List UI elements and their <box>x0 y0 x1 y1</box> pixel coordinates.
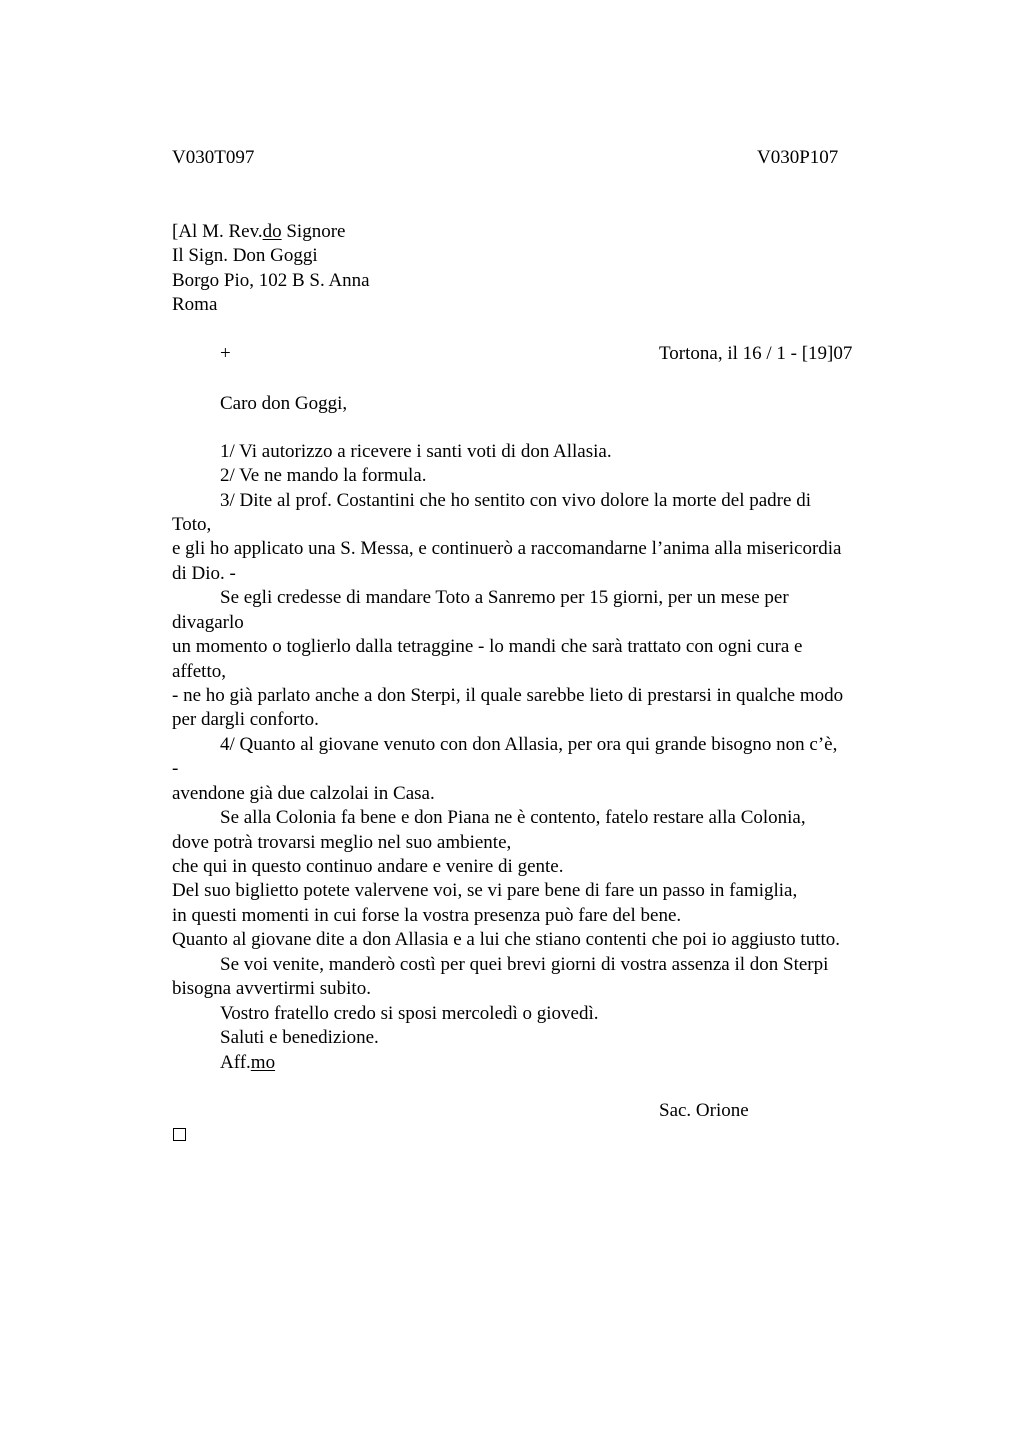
closing-prefix: Aff. <box>220 1052 251 1073</box>
signature: Sac. Orione <box>659 1100 749 1121</box>
address-line-4: Roma <box>172 294 218 315</box>
body-line: affetto, <box>172 661 226 682</box>
body-line: 3/ Dite al prof. Costantini che ho sentito con vivo dolore la morte del padre di <box>220 490 811 511</box>
archive-code-right: V030P107 <box>757 147 839 168</box>
closing-abbrev: mo <box>250 1052 276 1073</box>
body-line: in questi momenti in cui forse la vostra presenza può fare del bene. <box>172 905 682 926</box>
body-line: un momento o toglierlo dalla tetraggine - lo mandi che sarà trattato con ogni cura e <box>172 636 803 657</box>
body-line: Quanto al giovane dite a don Allasia e a lui che stiano contenti che poi io aggiusto tutto. <box>172 929 841 950</box>
body-line: che qui in questo continuo andare e venire di gente. <box>172 856 564 877</box>
address-line-1-abbrev: do <box>262 221 282 242</box>
body-line: Se voi venite, manderò costì per quei brevi giorni di vostra assenza il don Sterpi <box>220 954 829 975</box>
body-line: divagarlo <box>172 612 244 633</box>
address-line-3: Borgo Pio, 102 B S. Anna <box>172 270 370 291</box>
body-line: avendone già due calzolai in Casa. <box>172 783 435 804</box>
body-line: Vostro fratello credo si sposi mercoledì o giovedì. <box>220 1003 599 1024</box>
body-line: per dargli conforto. <box>172 709 319 730</box>
closing <box>220 1051 275 1075</box>
body-line: Toto, <box>172 514 212 535</box>
body-line: Se alla Colonia fa bene e don Piana ne è contento, fatelo restare alla Colonia, <box>220 807 806 828</box>
address-line-1-suffix: Signore <box>281 221 346 242</box>
archive-code-left: V030T097 <box>172 147 255 168</box>
body-line: - <box>172 758 179 779</box>
body-line: Del suo biglietto potete valervene voi, se vi pare bene di fare un passo in famiglia, <box>172 880 798 901</box>
body-line: di Dio. - <box>172 563 236 584</box>
address-line-2: Il Sign. Don Goggi <box>172 245 318 266</box>
body-line: Se egli credesse di mandare Toto a Sanremo per 15 giorni, per un mese per <box>220 587 789 608</box>
body-line: Saluti e benedizione. <box>220 1027 379 1048</box>
salutation: Caro don Goggi, <box>220 393 348 414</box>
body-line: dove potrà trovarsi meglio nel suo ambiente, <box>172 832 512 853</box>
address-line-1 <box>172 220 345 244</box>
body-line: - ne ho già parlato anche a don Sterpi, il quale sarebbe lieto di prestarsi in qualche modo <box>172 685 844 706</box>
cross-mark: + <box>220 343 231 364</box>
body-line: 4/ Quanto al giovane venuto con don Allasia, per ora qui grande bisogno non c’è, <box>220 734 838 755</box>
body-line: 2/ Ve ne mando la formula. <box>220 465 427 486</box>
body-line: bisogna avvertirmi subito. <box>172 978 371 999</box>
address-line-1-prefix: [Al M. Rev. <box>172 221 263 242</box>
end-box-icon <box>173 1128 186 1141</box>
body-line: 1/ Vi autorizzo a ricevere i santi voti di don Allasia. <box>220 441 612 462</box>
body-line: e gli ho applicato una S. Messa, e continuerò a raccomandarne l’anima alla misericordia <box>172 538 842 559</box>
place-date: Tortona, il 16 / 1 - [19]07 <box>659 343 853 364</box>
